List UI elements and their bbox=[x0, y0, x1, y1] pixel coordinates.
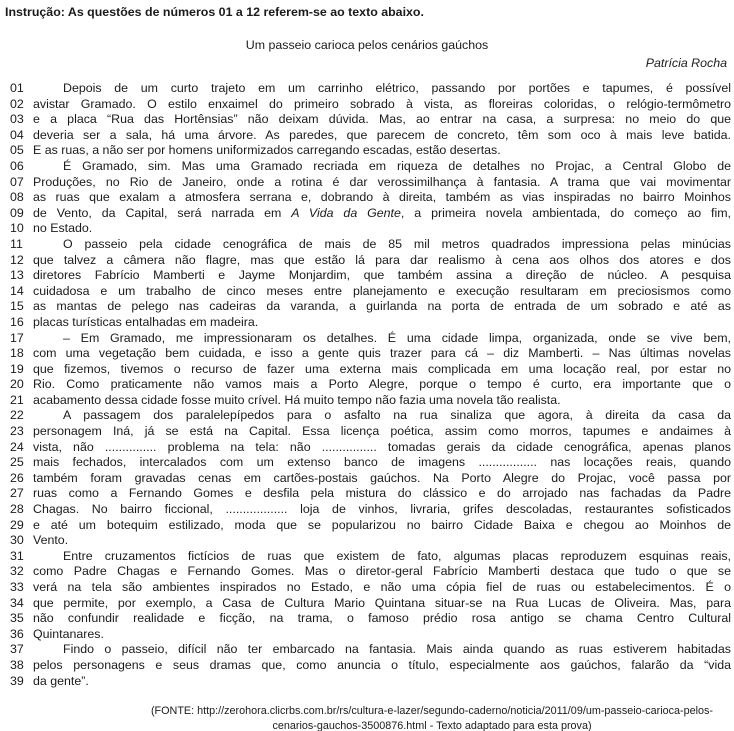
text-line bbox=[0, 580, 734, 596]
line-text: Entre cruzamentos fictícios de ruas que existem de fato, algumas placas reproduzem esquinas reais, bbox=[63, 548, 731, 563]
line-text: O passeio pela cidade cenográfica de mais de 85 mil metros quadrados impressiona pelas minúcias bbox=[63, 236, 731, 251]
text-line bbox=[0, 112, 734, 128]
line-text: como Padre Chagas e Fernando Gomes. Mas o diretor-geral Fabrício Mamberti destaca que tudo o que se bbox=[33, 564, 731, 579]
line-number: 05 bbox=[10, 143, 24, 158]
text-line bbox=[0, 268, 734, 284]
line-text: É Gramado, sim. Mas uma Gramado recriada em riqueza de detalhes no Projac, a Central Globo de bbox=[63, 158, 731, 173]
line-number: 22 bbox=[10, 408, 24, 423]
text-line bbox=[0, 596, 734, 612]
line-text: acabamento dessa cidade fosse muito crível. Há muito tempo não fazia uma novela tão realista. bbox=[33, 392, 561, 407]
line-number: 14 bbox=[10, 283, 24, 298]
line-text: também foram gravadas cenas em cartões-postais gaúchos. Na Porto Alegre do Projac, você passa por bbox=[33, 470, 731, 485]
text-line bbox=[0, 190, 734, 206]
text-line bbox=[0, 549, 734, 565]
line-number: 16 bbox=[10, 314, 24, 329]
line-text: Vento. bbox=[33, 533, 69, 548]
line-number: 25 bbox=[10, 455, 24, 470]
line-text: Rio. Como praticamente não vamos mais a Porto Alegre, porque o tempo é curto, era importante que o bbox=[33, 377, 731, 392]
numbered-text-body bbox=[0, 81, 734, 689]
text-line bbox=[0, 658, 734, 674]
line-number: 26 bbox=[10, 470, 24, 485]
line-text: no Estado. bbox=[33, 221, 93, 236]
line-number: 03 bbox=[10, 112, 24, 127]
source-line-2: cenarios-gauchos-3500876.html - Texto adaptado para esta prova) bbox=[272, 720, 592, 731]
line-number: 13 bbox=[10, 268, 24, 283]
line-number: 36 bbox=[10, 626, 24, 641]
line-text: deveria ser a sala, há uma árvore. As paredes, que parecem de concreto, têm som oco à mais leve batida. bbox=[33, 127, 731, 142]
text-line bbox=[0, 611, 734, 627]
text-line bbox=[0, 393, 734, 409]
line-text: da gente”. bbox=[33, 673, 89, 688]
line-text: vista, não ............... problema na tela: não ................ tomadas gerais da cidade cenográfica, apenas planos bbox=[33, 439, 731, 454]
line-number: 02 bbox=[10, 96, 24, 111]
source-line-1: (FONTE: http://zerohora.clicrbs.com.br/rs/cultura-e-lazer/segundo-caderno/noticia/2011/09/um-passeio-carioca-pelos- bbox=[150, 705, 714, 718]
text-line bbox=[0, 642, 734, 658]
line-text: cuidadosa e um trabalho de cinco meses entre planejamento e execução resultaram em preciosismos como bbox=[33, 283, 731, 298]
text-line bbox=[0, 253, 734, 269]
text-line bbox=[0, 533, 734, 549]
line-text: e a placa “Rua das Hortênsias” não deixam dúvida. Mas, ao entrar na casa, a surpresa: no meio do que bbox=[33, 112, 731, 127]
line-number: 17 bbox=[10, 330, 24, 345]
line-text: pelos personagens e seus dramas que, como anuncia o título, especialmente aos gaúchos, falarão da “vida bbox=[33, 657, 731, 672]
line-number: 09 bbox=[10, 205, 24, 220]
line-text: que permite, por exemplo, a Casa de Cultura Mario Quintana situar-se na Rua Lucas de Oliveira. Mas, para bbox=[33, 595, 731, 610]
line-text: com uma vegetação bem cuidada, e isso a gente quis trazer para cá – diz Mamberti. – Nas últimas novelas bbox=[33, 346, 731, 361]
line-number: 35 bbox=[10, 611, 24, 626]
line-number: 06 bbox=[10, 158, 24, 173]
text-line bbox=[0, 674, 734, 690]
text-line bbox=[0, 143, 734, 159]
line-text: Chagas. No bairro ficcional, .................. loja de vinhos, livraria, grifes descoladas, restaurantes sofisticados bbox=[33, 502, 731, 517]
line-number: 15 bbox=[10, 299, 24, 314]
line-number: 07 bbox=[10, 174, 24, 189]
line-number: 11 bbox=[10, 236, 23, 251]
line-text: verá na tela são ambientes inspirados no Estado, e não uma cópia fiel de ruas ou estabelecimentos. É o bbox=[33, 580, 731, 594]
line-text: não confundir realidade e ficção, na trama, o famoso prédio rosa antigo se chama Centro Cultural bbox=[33, 611, 731, 626]
line-text: E as ruas, a não ser por homens uniformizados carregando escadas, estão desertas. bbox=[33, 143, 501, 158]
text-line bbox=[0, 486, 734, 502]
text-line bbox=[0, 221, 734, 237]
author-name: Patrícia Rocha bbox=[645, 56, 727, 70]
text-line bbox=[0, 471, 734, 487]
text-line bbox=[0, 564, 734, 580]
line-text: que talvez a câmera não flagre, mas que estão lá para dar realismo à cena aos olhos dos atores e dos bbox=[33, 252, 731, 267]
text-line bbox=[0, 408, 734, 424]
line-text: avistar Gramado. O estilo enxaimel do primeiro sobrado à vista, as floreiras coloridas, o relógio-termômetro bbox=[33, 96, 731, 111]
line-text: – Em Gramado, me impressionaram os detalhes. É uma cidade limpa, organizada, onde se vive bem, bbox=[63, 330, 731, 345]
line-text: mais fechados, intercalados com um extenso banco de imagens ................. nas locações reais, quando bbox=[33, 455, 731, 470]
text-line bbox=[0, 331, 734, 347]
line-number: 20 bbox=[10, 377, 24, 392]
line-number: 37 bbox=[10, 642, 24, 657]
text-title: Um passeio carioca pelos cenários gaúchos bbox=[245, 38, 489, 52]
line-text: e até um botequim estilizado, moda que se popularizou no bairro Cidade Baixa e chegou ao Moinhos de bbox=[33, 517, 731, 532]
line-number: 30 bbox=[10, 533, 24, 548]
line-number: 28 bbox=[10, 502, 24, 517]
text-line bbox=[0, 159, 734, 175]
line-number: 08 bbox=[10, 190, 24, 205]
line-number: 18 bbox=[10, 346, 24, 361]
line-number: 34 bbox=[10, 595, 24, 610]
instruction-line: Instrução: As questões de números 01 a 12 referem-se ao texto abaixo. bbox=[5, 5, 424, 19]
line-text: A passagem dos paralelepípedos para o asfalto na rua sinaliza que agora, à direita da casa da bbox=[63, 408, 731, 423]
text-line bbox=[0, 424, 734, 440]
line-text: ruas como a Fernando Gomes e desfila pela mistura do clássico e do arrojado nas fachadas da Padre bbox=[33, 486, 731, 501]
line-number: 38 bbox=[10, 657, 24, 672]
text-line bbox=[0, 362, 734, 378]
line-text: diretores Fabrício Mamberti e Jayme Monjardim, que também assina a direção de núcleo. A pesquisa bbox=[33, 268, 731, 283]
text-line bbox=[0, 502, 734, 518]
line-text: as ruas que exalam a atmosfera serrana e, dobrando à direita, também as vias inspiradas no bairro Moinhos bbox=[33, 190, 731, 205]
line-number: 33 bbox=[10, 580, 24, 594]
line-text: personagem Iná, já se está na Capital. Essa licença poética, assim como morros, tapumes e andaimes à bbox=[33, 424, 731, 439]
line-number: 12 bbox=[10, 252, 24, 267]
line-number: 27 bbox=[10, 486, 24, 501]
line-text: Produções, no Rio de Janeiro, onde a rotina é dar verossimilhança à fantasia. A trama que vai movimentar bbox=[33, 174, 731, 189]
text-line bbox=[0, 175, 734, 191]
line-number: 24 bbox=[10, 439, 24, 454]
source-reference bbox=[130, 704, 734, 731]
text-line bbox=[0, 627, 734, 643]
line-text: que fizemos, tivemos o recurso de fazer uma externa mais complicada em uma locação real, por estar no bbox=[33, 361, 731, 376]
line-text: placas turísticas entalhadas em madeira. bbox=[33, 314, 259, 329]
line-number: 19 bbox=[10, 361, 24, 376]
line-text: de Vento, da Capital, será narrada em A Vida da Gente, a primeira novela ambientada, do começo ao fim, bbox=[33, 205, 731, 220]
line-text: Findo o passeio, difícil não ter embarcado na fantasia. Mais ainda quando as ruas estiverem habitadas bbox=[63, 642, 731, 657]
line-number: 32 bbox=[10, 564, 24, 579]
text-line bbox=[0, 315, 734, 331]
line-text: Depois de um curto trajeto em um carrinho elétrico, passando por portões e tapumes, é possível bbox=[63, 81, 731, 95]
line-number: 31 bbox=[10, 548, 24, 563]
line-number: 39 bbox=[10, 673, 24, 688]
text-line bbox=[0, 97, 734, 113]
text-line bbox=[0, 346, 734, 362]
text-line bbox=[0, 284, 734, 300]
text-line bbox=[0, 81, 734, 97]
text-line bbox=[0, 377, 734, 393]
line-number: 10 bbox=[10, 221, 24, 236]
line-text: Quintanares. bbox=[33, 626, 104, 641]
text-line bbox=[0, 518, 734, 534]
text-line bbox=[0, 299, 734, 315]
line-number: 01 bbox=[10, 81, 24, 95]
text-line bbox=[0, 237, 734, 253]
text-line bbox=[0, 455, 734, 471]
line-number: 23 bbox=[10, 424, 24, 439]
line-number: 29 bbox=[10, 517, 24, 532]
line-text: as mantas de pelego nas cadeiras da varanda, a guirlanda na porta de entrada de um sobrado e até as bbox=[33, 299, 731, 314]
line-number: 21 bbox=[10, 392, 24, 407]
text-line bbox=[0, 128, 734, 144]
text-line bbox=[0, 440, 734, 456]
line-number: 04 bbox=[10, 127, 24, 142]
text-line bbox=[0, 206, 734, 222]
